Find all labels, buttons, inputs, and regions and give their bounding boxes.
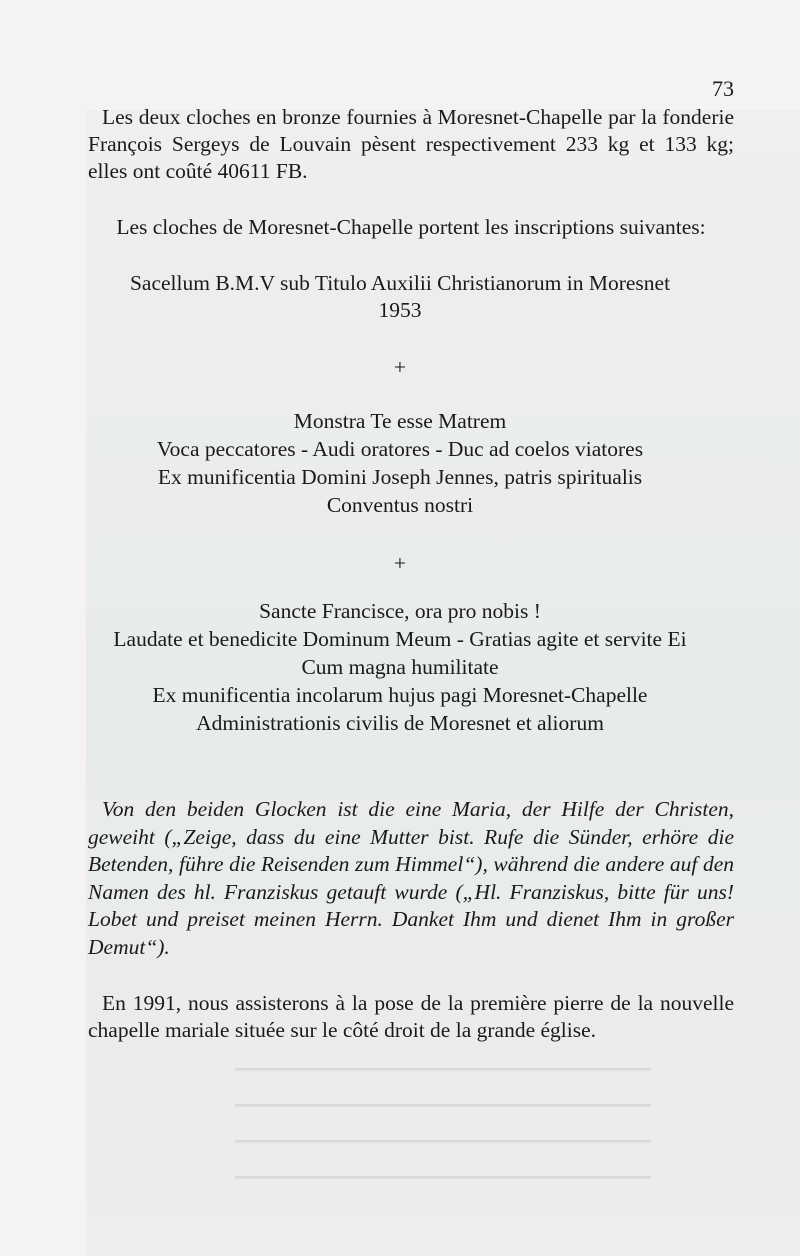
intro-paragraph: Les deux cloches en bronze fournies à Moresnet-Chapelle par la fonderie François Sergeys de Louvain pèsent respectivement 233 kg et 133 kg; elles ont coûté 40611 FB.	[88, 105, 734, 183]
separator-cross: +	[393, 355, 407, 379]
inscription-2-line-3: Ex munificentia Domini Joseph Jennes, patris spiritualis	[157, 465, 643, 489]
show-through-text: ━━━━━━━━━━━━━━━━━━━━━━━━━━━━━━━━━━━━━━━━━━━━━━	[235, 1096, 651, 1112]
inscriptions-intro: Les cloches de Moresnet-Chapelle portent les inscriptions suivantes:	[116, 215, 706, 239]
inscription-3-line-5: Administrationis civilis de Moresnet et aliorum	[196, 711, 604, 735]
inscription-1-line-1: Sacellum B.M.V sub Titulo Auxilii Christianorum in Moresnet	[129, 271, 671, 295]
separator-cross: +	[393, 551, 407, 575]
page-number: 73	[712, 76, 734, 101]
closing-paragraph: En 1991, nous assisterons à la pose de la première pierre de la nouvelle chapelle mariale située sur le côté droit de la grande église.	[88, 991, 734, 1042]
inscription-1-line-2: 1953	[378, 298, 422, 322]
show-through-text: ━━━━━━━━━━━━━━━━━━━━━━━━━━━━━━━━━━━━━━━━━━━━━━	[235, 1168, 651, 1184]
inscription-2-line-1: Monstra Te esse Matrem	[293, 409, 507, 433]
inscription-3-line-1: Sancte Francisce, ora pro nobis !	[259, 599, 541, 623]
show-through-text: ━━━━━━━━━━━━━━━━━━━━━━━━━━━━━━━━━━━━━━━━━━━━━━	[235, 1132, 651, 1148]
inscription-3-line-3: Cum magna humilitate	[301, 655, 499, 679]
show-through-text: ━━━━━━━━━━━━━━━━━━━━━━━━━━━━━━━━━━━━━━━━━━━━━━	[235, 1060, 651, 1076]
inscription-2-line-2: Voca peccatores - Audi oratores - Duc ad coelos viatores	[156, 437, 644, 461]
german-paragraph: Von den beiden Glocken ist die eine Maria, der Hilfe der Christen, geweiht („Zeige, dass du eine Mutter bist. Rufe die Sünder, erhöre die Betenden, führe die Reisenden zum Himmel“), während die andere auf den Namen des hl. Franziskus getauft wurde („Hl. Franziskus, bitte für uns! Lobet und preiset meinen Herrn. Danket Ihm und dienet Ihm in großer Demut“).	[88, 797, 734, 959]
inscription-2-line-4: Conventus nostri	[326, 493, 474, 517]
inscription-3-line-4: Ex munificentia incolarum hujus pagi Moresnet-Chapelle	[152, 683, 648, 707]
inscription-3-line-2: Laudate et benedicite Dominum Meum - Gratias agite et servite Ei	[113, 627, 687, 651]
